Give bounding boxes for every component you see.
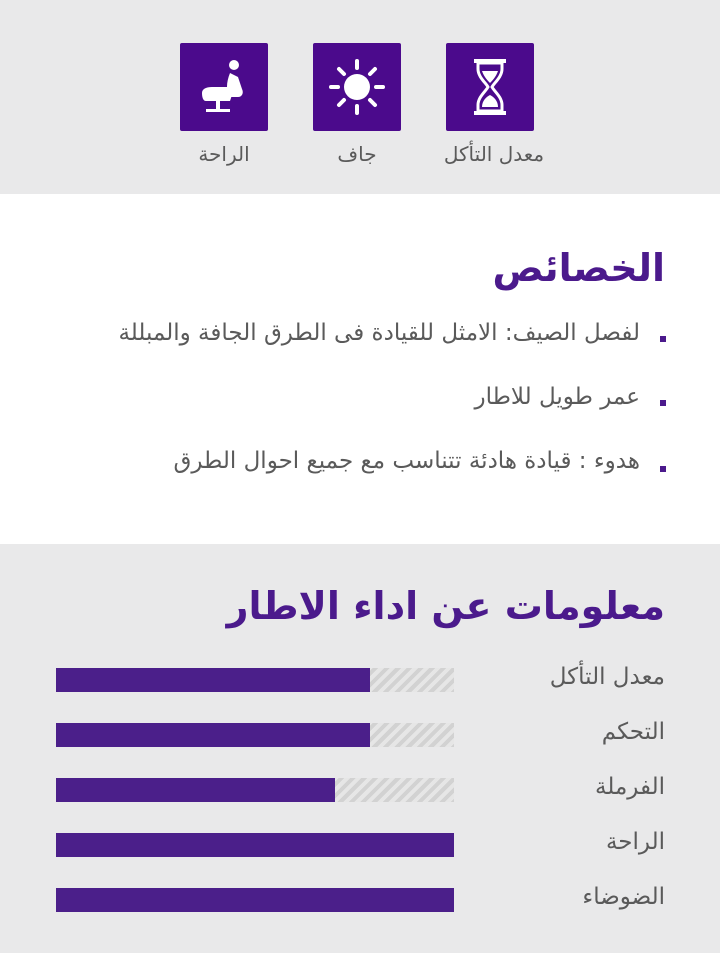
performance-title: معلومات عن اداء الاطار <box>226 584 665 628</box>
comfort-tile <box>180 43 268 131</box>
feature-item: هدوء : قيادة هادئة تتناسب مع جميع احوال الطرق <box>173 448 640 474</box>
bullet <box>660 336 666 342</box>
attributes-strip <box>0 0 720 194</box>
rating-bar-track <box>56 668 454 692</box>
rating-bar-fill <box>56 778 335 802</box>
hourglass-icon <box>468 55 512 119</box>
rating-bar-track <box>56 723 454 747</box>
rating-label-noise: الضوضاء <box>582 884 665 910</box>
feature-item: عمر طويل للاطار <box>474 384 640 410</box>
performance-section <box>0 544 720 953</box>
rating-label-handling: التحكم <box>601 719 665 745</box>
feature-item: لفصل الصيف: الامثل للقيادة فى الطرق الجافة والمبللة <box>118 320 640 346</box>
rating-bar-track <box>56 778 454 802</box>
rating-bar-track <box>56 888 454 912</box>
comfort-label: الراحة <box>198 142 250 166</box>
rating-label-wear: معدل التأكل <box>549 664 665 690</box>
rating-bar-fill <box>56 668 370 692</box>
dry-tile <box>313 43 401 131</box>
rating-label-comfort: الراحة <box>605 829 665 855</box>
dry-label: جاف <box>337 142 377 166</box>
features-title: الخصائص <box>492 246 665 290</box>
rating-label-braking: الفرملة <box>595 774 665 800</box>
rating-bar-track <box>56 833 454 857</box>
sun-icon <box>327 57 387 117</box>
features-section <box>0 194 720 544</box>
bullet <box>660 400 666 406</box>
wear-tile <box>446 43 534 131</box>
wear-label: معدل التأكل <box>443 142 545 166</box>
bullet <box>660 466 666 472</box>
rating-bar-fill <box>56 833 454 857</box>
rating-bar-fill <box>56 723 370 747</box>
rating-bar-fill <box>56 888 454 912</box>
car-seat-icon <box>192 57 256 117</box>
